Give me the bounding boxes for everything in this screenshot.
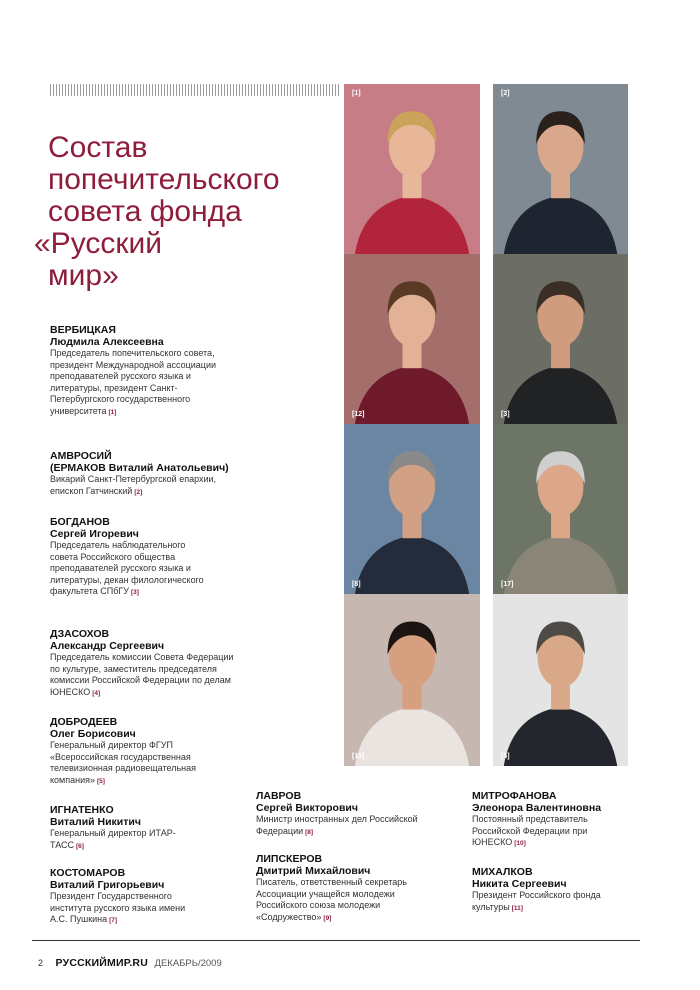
photo-label: [17]	[501, 581, 514, 588]
person-entry	[472, 866, 622, 914]
person-description: Председатель наблюдательного совета Российского общества преподавателей русского языка и литературы, декан филологического факультета СПбГУ	[50, 540, 204, 596]
photo-neck	[402, 685, 421, 710]
title-line: совета фонда	[48, 195, 242, 228]
person-surname: ЛАВРОВ	[256, 790, 302, 802]
photo-reference: [3]	[130, 589, 139, 596]
photo-reference: [1]	[108, 408, 117, 416]
person-description: Председатель попечительского совета, президент Международной ассоциации преподавателей русского языка и литературы, президент Санкт-Петербургского государственного университета	[50, 348, 217, 416]
person-given-name: Сергей Викторович	[256, 802, 358, 814]
person-description: Председатель комиссии Совета Федерации по культуре, заместитель председателя комиссии Российской Федерации по делам ЮНЕСКО	[50, 652, 234, 697]
photo-label: [13]	[352, 753, 365, 760]
portrait-photo	[344, 84, 480, 254]
person-entry	[50, 324, 225, 418]
photo-reference: [2]	[134, 488, 143, 496]
photo-neck	[402, 344, 421, 368]
page-title	[34, 131, 348, 292]
portrait-photo	[493, 254, 628, 424]
issue-date: ДЕКАБРЬ/2009	[154, 958, 222, 969]
person-description: Писатель, ответственный секретарь Ассоциации учащейся молодежи Российского союза молодежи «Содружество»	[256, 877, 407, 922]
person-given-name: Сергей Игоревич	[50, 528, 139, 540]
person-given-name: Элеонора Валентиновна	[472, 802, 602, 814]
photo-reference: [9]	[323, 914, 332, 922]
photo-neck	[551, 344, 570, 368]
portrait-photo	[344, 594, 480, 766]
portrait-illustration	[344, 84, 480, 254]
portrait-illustration	[493, 594, 628, 766]
photo-reference: [8]	[305, 828, 314, 836]
photo-reference: [6]	[76, 842, 84, 850]
portrait-photo	[493, 424, 628, 594]
person-description: Викарий Санкт-Петербургской епархии, епископ Гатчинский	[50, 474, 217, 496]
photo-reference: [4]	[92, 689, 101, 697]
portrait-photo	[493, 84, 628, 254]
person-given-name: Александр Сергеевич	[50, 640, 165, 652]
portrait-photo	[344, 424, 480, 594]
portrait-illustration	[493, 254, 628, 424]
title-line: мир»	[48, 259, 119, 292]
photo-label: [5]	[501, 753, 510, 760]
photo-neck	[551, 174, 570, 198]
person-given-name: Никита Сергеевич	[472, 878, 567, 890]
photo-reference: [7]	[109, 917, 118, 924]
portrait-photo	[344, 254, 480, 424]
title-line: «Русский	[34, 227, 162, 260]
person-surname: МИХАЛКОВ	[472, 866, 533, 878]
person-surname: КОСТОМАРОВ	[50, 867, 126, 879]
photo-label: [12]	[352, 411, 365, 418]
portrait-illustration	[493, 424, 628, 594]
photo-neck	[551, 685, 570, 710]
person-description: Постоянный представитель Российской Федерации при ЮНЕСКО	[472, 814, 588, 847]
person-surname: АМВРОСИЙ	[50, 450, 112, 462]
portrait-illustration	[344, 254, 480, 424]
person-given-name: Людмила Алексеевна	[50, 336, 164, 348]
title-line: попечительского	[48, 163, 280, 196]
person-surname: ДЗАСОХОВ	[50, 628, 110, 640]
person-given-name: Виталий Никитич	[50, 816, 141, 828]
person-description: Генеральный директор ФГУП «Всероссийская государственная телевизионная радиовещательная компания»	[50, 740, 196, 785]
photo-neck	[402, 174, 421, 198]
magazine-name: РУССКИЙМИР.RU	[55, 957, 149, 969]
photo-label: [8]	[352, 581, 361, 588]
person-entry	[256, 790, 436, 838]
person-entry	[50, 450, 240, 498]
person-entry	[50, 628, 235, 699]
person-surname: ДОБРОДЕЕВ	[50, 716, 118, 728]
portrait-illustration	[344, 424, 480, 594]
title-line: Состав	[48, 131, 148, 164]
photo-label: [1]	[352, 90, 361, 97]
person-entry	[472, 790, 637, 850]
person-given-name: Дмитрий Михайлович	[256, 865, 371, 877]
person-description: Президент Государственного института русского языка имени А.С. Пушкина	[50, 891, 186, 924]
portrait-photo	[493, 594, 628, 766]
person-surname: ЛИПСКЕРОВ	[256, 853, 323, 865]
decorative-barcode	[50, 84, 340, 96]
person-surname: ВЕРБИЦКАЯ	[50, 324, 116, 336]
person-surname: МИТРОФАНОВА	[472, 790, 557, 802]
person-given-name: (ЕРМАКОВ Виталий Анатольевич)	[50, 462, 229, 474]
person-entry	[50, 867, 200, 927]
page-number: 2	[38, 958, 44, 968]
person-description: Президент Российского фонда культуры	[472, 890, 601, 912]
photo-label: [2]	[501, 90, 510, 97]
person-given-name: Олег Борисович	[50, 728, 136, 740]
person-entry	[256, 853, 441, 924]
photo-label: [3]	[501, 411, 510, 418]
person-given-name: Виталий Григорьевич	[50, 879, 165, 891]
portrait-illustration	[344, 594, 480, 766]
person-surname: ИГНАТЕНКО	[50, 804, 114, 816]
person-entry	[50, 804, 200, 852]
photo-reference: [10]	[514, 840, 526, 847]
person-entry	[50, 516, 210, 599]
person-entry	[50, 716, 225, 787]
photo-neck	[551, 514, 570, 538]
photo-reference: [11]	[511, 904, 523, 912]
footer-divider	[32, 940, 640, 941]
person-description: Министр иностранных дел Российской Федерации	[256, 814, 418, 836]
person-surname: БОГДАНОВ	[50, 516, 110, 528]
portrait-illustration	[493, 84, 628, 254]
person-description: Генеральный директор ИТАР-ТАСС	[50, 828, 176, 850]
page-footer	[38, 957, 222, 969]
photo-neck	[402, 514, 421, 538]
photo-reference: [5]	[97, 777, 105, 785]
